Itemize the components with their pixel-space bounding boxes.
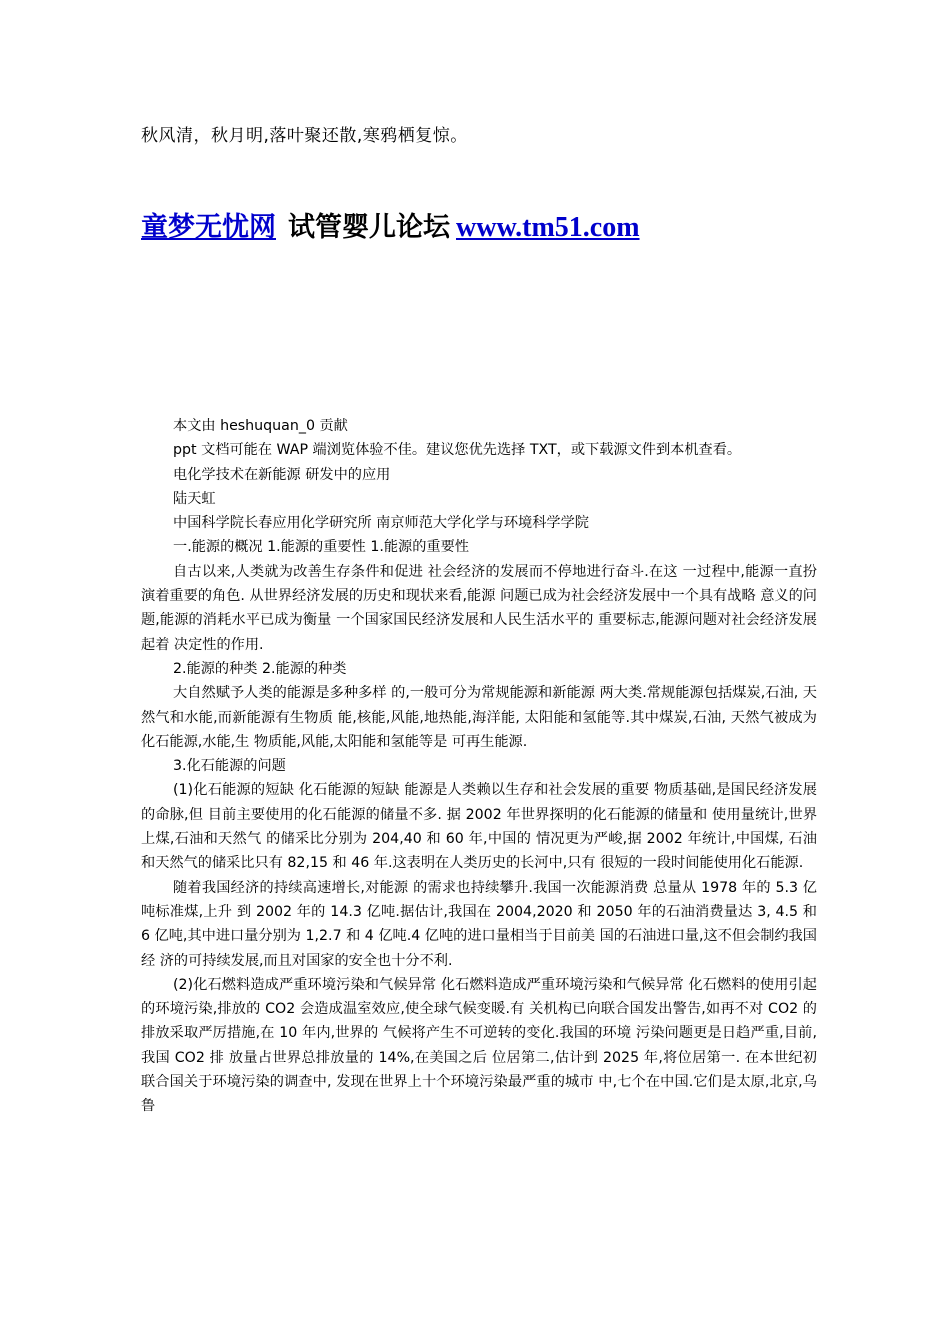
paragraph: 3.化石能源的问题 — [173, 758, 286, 775]
paragraph: 自古以来,人类就为改善生存条件和促进 社会经济的发展而不停地进行奋斗.在这 一过程中,能源一直扮演着重要的角色. 从世界经济发展的历史和现状来看,能源 问题已成为社会经济发展中一个具有战略 意义的问题,能源的消耗水平已成为衡量 一个国家国民经济发展和人民生活水平的 重要标志,能源问题对社会经济发展起着 决定性的作用. — [141, 563, 817, 653]
format-notice: ppt 文档可能在 WAP 端浏览体验不佳。建议您优先选择 TXT，或下载源文件到本机查看。 — [173, 442, 742, 459]
article-affiliation: 中国科学院长春应用化学研究所 南京师范大学化学与环境科学学院 — [173, 515, 589, 532]
poem-line: 秋风清，秋月明,落叶聚还散,寒鸦栖复惊。 — [141, 126, 468, 146]
site-banner — [141, 205, 640, 244]
paragraph: 2.能源的种类 2.能源的种类 — [173, 660, 347, 677]
paragraph: 大自然赋予人类的能源是多种多样 的,一般可分为常规能源和新能源 两大类.常规能源包括煤炭,石油, 天然气和水能,而新能源有生物质 能,核能,风能,地热能,海洋能, 太阳能和氢能等.其中煤炭,石油, 天然气被成为化石能源,水能,生 物质能,风能,太阳能和氢能等是 可再生能源. — [141, 685, 817, 750]
article-author: 陆天虹 — [173, 490, 216, 507]
paragraph: (2)化石燃料造成严重环境污染和气候异常 化石燃料造成严重环境污染和气候异常 化石燃料的使用引起的环境污染,排放的 CO2 会造成温室效应,使全球气候变暖.有 关机构已向联合国发出警告,如再不对 CO2 的排放采取严厉措施,在 10 年内,世界的 气候将产生不可逆转的变化.我国的环境 污染问题更是日趋严重,目前,我国 CO2 排 放量占世界总排放量的 14%,在美国之后 位居第二,估计到 2025 年,将位居第一. 在本世纪初联合国关于环境污染的调查中, 发现在世界上十个环境污染最严重的城市 中,七个在中国.它们是太原,北京,乌 鲁 — [141, 976, 817, 1115]
article-title: 电化学技术在新能源 研发中的应用 — [173, 466, 391, 483]
paragraph: 随着我国经济的持续高速增长,对能源 的需求也持续攀升.我国一次能源消费 总量从 1978 年的 5.3 亿吨标准煤,上升 到 2002 年的 14.3 亿吨.据估计,我国在 2004,2020 和 2050 年的石油消费量达 3, 4.5 和 6 亿吨,其中进口量分别为 1,2.7 和 4 亿吨.4 亿吨的进口量相当于目前美 国的石油进口量,这不但会制约我国经 济的可持续发展,而且对国家的安全也十分不利. — [141, 879, 817, 969]
article-body — [141, 414, 817, 1119]
contributor-line: 本文由 heshuquan_0 贡献 — [173, 418, 348, 434]
forum-label: 试管婴儿论坛 — [288, 212, 450, 243]
site-url-link[interactable]: www.tm51.com — [456, 212, 640, 243]
paragraph: (1)化石能源的短缺 化石能源的短缺 能源是人类赖以生存和社会发展的重要 物质基础,是国民经济发展的命脉,但 目前主要使用的化石能源的储量不多. 据 2002 年世界探明的化石能源的储量和 使用量统计,世界上煤,石油和天然气 的储采比分别为 204,40 和 60 年,中国的 情况更为严峻,据 2002 年统计,中国煤, 石油和天然气的储采比只有 82,15 和 46 年.这表明在人类历史的长河中,只有 很短的一段时间能使用化石能源. — [141, 782, 818, 872]
paragraph: 一.能源的概况 1.能源的重要性 1.能源的重要性 — [173, 539, 469, 556]
site-name-link[interactable]: 童梦无忧网 — [141, 212, 276, 243]
